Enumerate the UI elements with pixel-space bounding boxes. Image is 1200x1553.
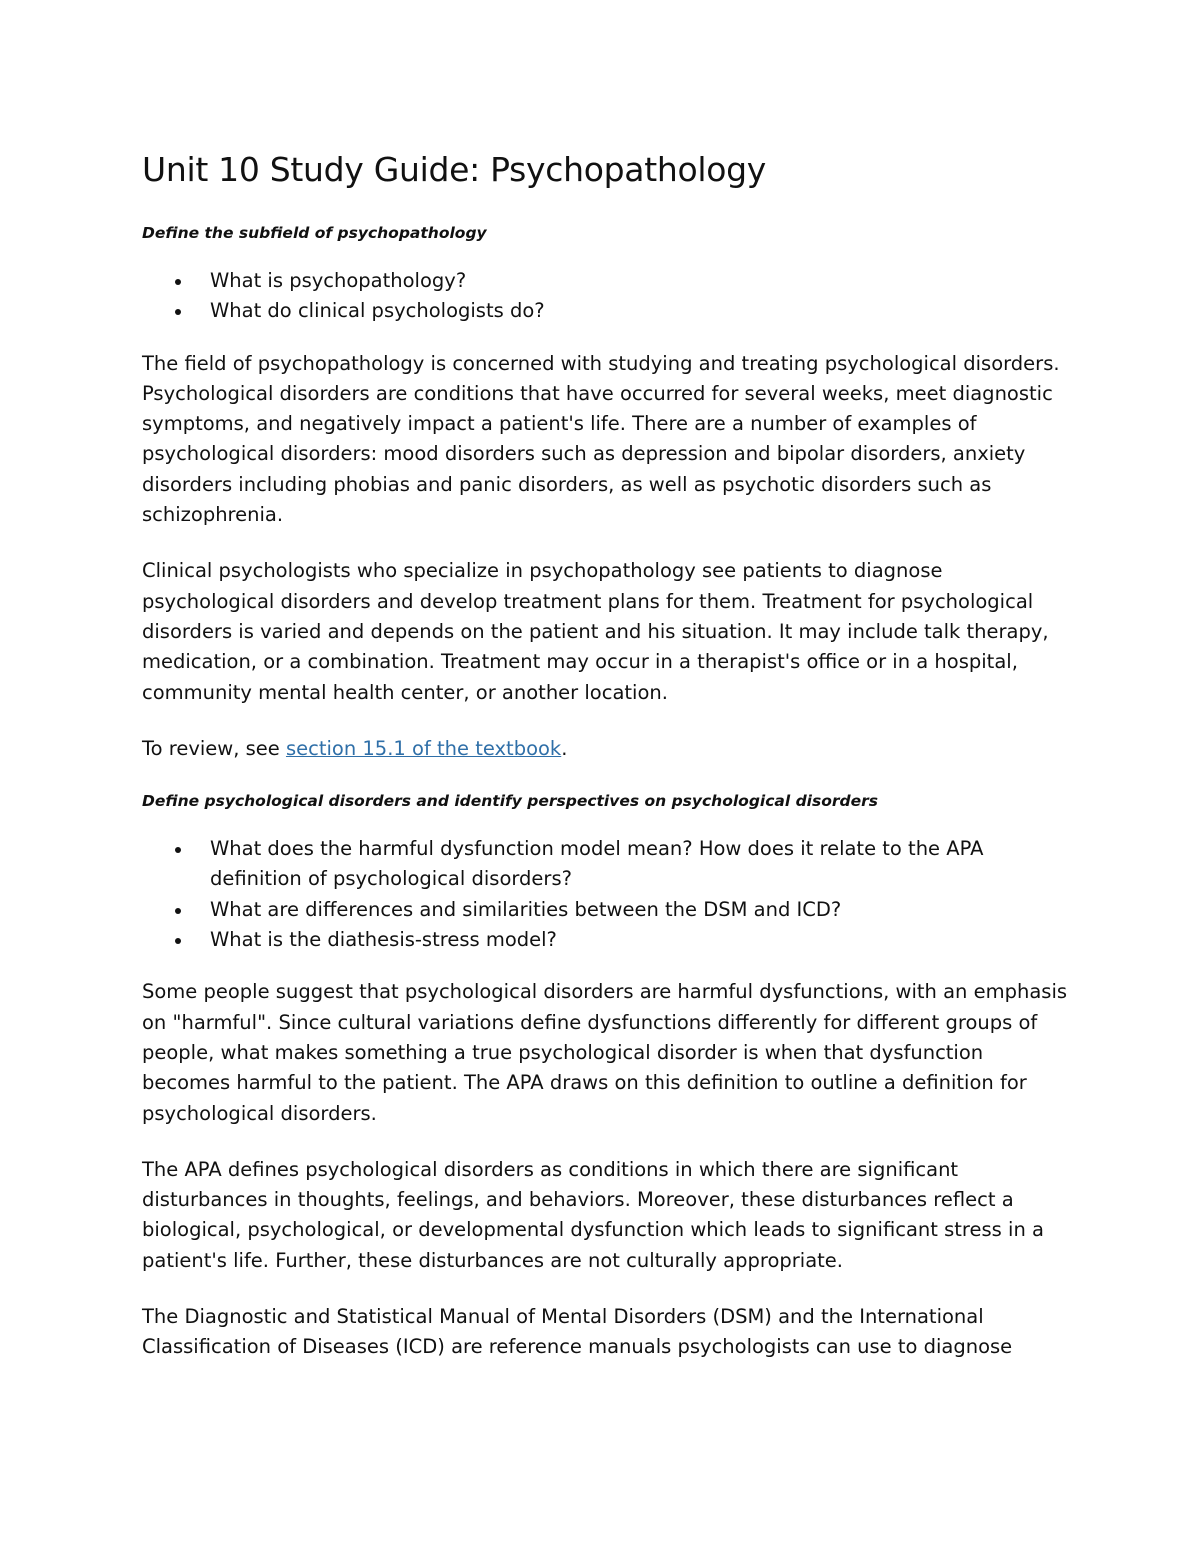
review-line [142,734,1072,764]
section-heading-subfield: Define the subfield of psychopathology [142,224,487,242]
review-prefix: To review, see [142,736,286,760]
review-suffix: . [561,736,568,760]
question-list-subfield [142,266,1072,327]
section-heading-disorders: Define psychological disorders and identify perspectives on psychological disorders [142,792,878,811]
body-paragraph: Clinical psychologists who specialize in psychopathology see patients to diagnose psychological disorders and develop treatment plans for them. Treatment for psychological disorders is varied and depends on the patient and his situation. It may include talk therapy, medication, or a combination. Treatment may occur in a therapist's office or in a hospital, community mental health center, or another location. [142,559,1049,704]
list-item: What are differences and similarities between the DSM and ICD? [210,895,1072,925]
list-item: What do clinical psychologists do? [210,296,1072,326]
list-item: What does the harmful dysfunction model mean? How does it relate to the APA definition of psychological disorders? [210,834,1072,895]
body-paragraph: Some people suggest that psychological disorders are harmful dysfunctions, with an emphasis on "harmful". Since cultural variations define dysfunctions differently for different groups of people, what makes something a true psychological disorder is when that dysfunction becomes harmful to the patient. The APA draws on this definition to outline a definition for psychological disorders. [142,980,1068,1125]
textbook-section-link[interactable]: section 15.1 of the textbook [285,736,562,760]
question-list-disorders [142,834,1072,955]
document-page [142,150,1072,1389]
page-title: Unit 10 Study Guide: Psychopathology [142,150,766,189]
body-paragraph: The APA defines psychological disorders as conditions in which there are significant disturbances in thoughts, feelings, and behaviors. Moreover, these disturbances reflect a biological, psychological, or developmental dysfunction which leads to significant stress in a patient's life. Further, these disturbances are not culturally appropriate. [142,1157,1044,1272]
list-item: What is psychopathology? [210,266,1072,296]
list-item: What is the diathesis-stress model? [210,925,1072,955]
body-paragraph: The field of psychopathology is concerned with studying and treating psychological disorders. Psychological disorders are conditions that have occurred for several weeks, meet diagnostic symptoms, and negatively impact a patient's life. There are a number of examples of psychological disorders: mood disorders such as depression and bipolar disorders, anxiety disorders including phobias and panic disorders, as well as psychotic disorders such as schizophrenia. [142,351,1060,527]
body-paragraph: The Diagnostic and Statistical Manual of Mental Disorders (DSM) and the International Classification of Diseases (ICD) are reference manuals psychologists can use to diagnose [142,1305,1013,1359]
